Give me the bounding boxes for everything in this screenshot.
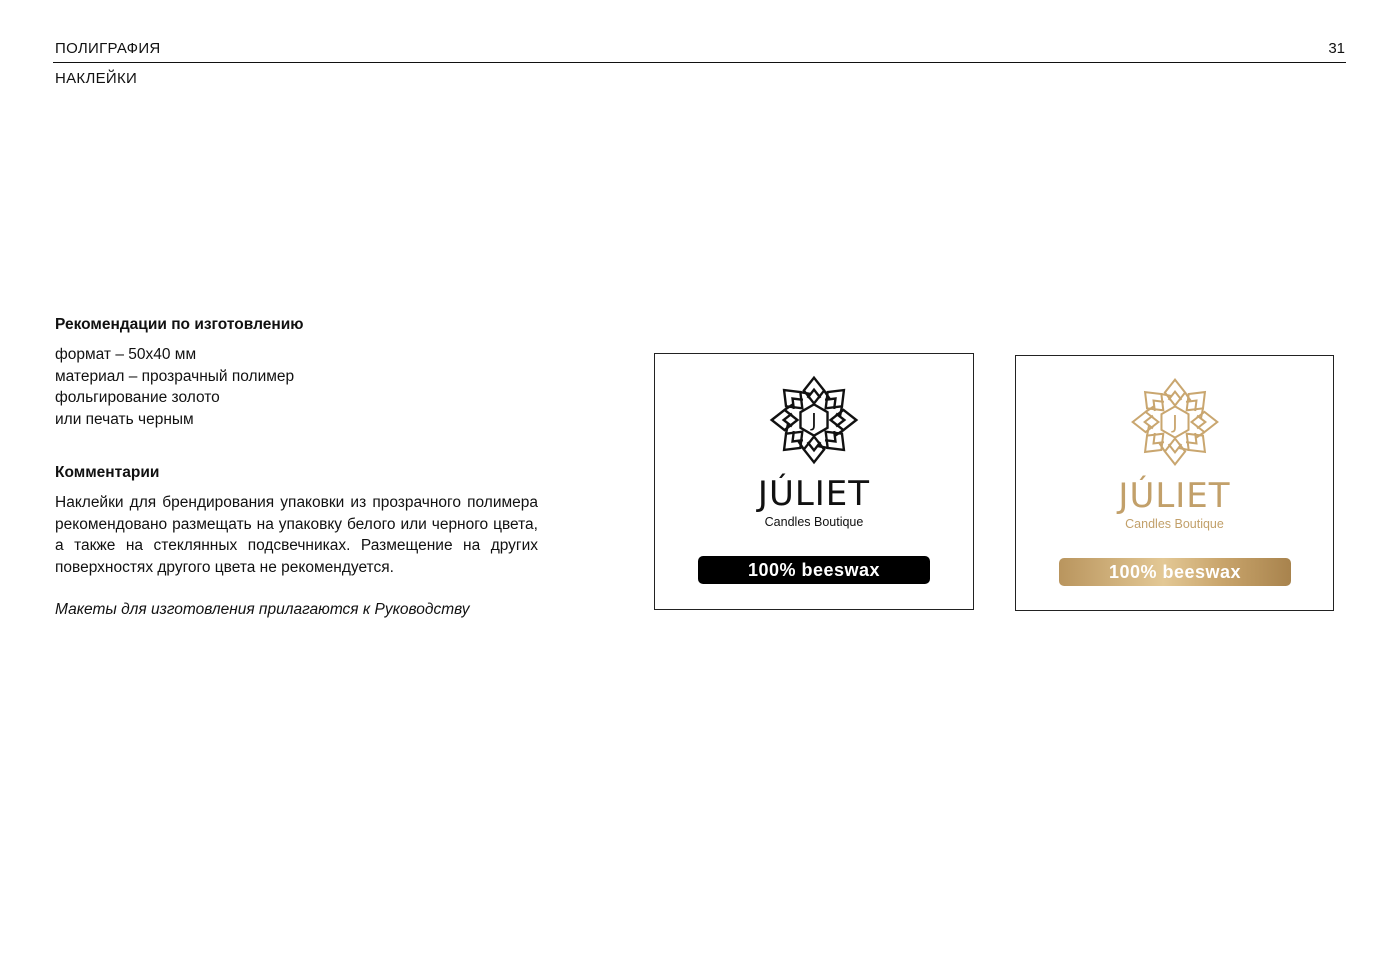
spec-item-print: или печать черным	[55, 410, 194, 428]
logo-monogram: J	[811, 410, 817, 432]
juliet-flower-logo-icon	[1129, 376, 1221, 468]
spec-item-material: материал – прозрачный полимер	[55, 367, 295, 385]
brand-tagline: Candles Boutique	[764, 515, 864, 529]
beeswax-badge: 100% beeswax	[1059, 558, 1291, 586]
sticker-gold	[1015, 355, 1334, 611]
brand-tagline: Candles Boutique	[1125, 517, 1224, 531]
text-column	[55, 315, 538, 621]
comments-heading: Комментарии	[55, 464, 160, 481]
subsection-title: НАКЛЕЙКИ	[55, 70, 138, 87]
spec-item-format: формат – 50х40 мм	[55, 346, 197, 363]
header-divider	[53, 62, 1346, 63]
templates-note: Макеты для изготовления прилагаются к Руководству	[55, 601, 470, 618]
recommendations-heading: Рекомендации по изготовлению	[55, 316, 304, 333]
logo-monogram: J	[1171, 412, 1178, 434]
juliet-flower-logo-icon	[768, 374, 860, 466]
page-number: 31	[1328, 40, 1345, 57]
section-title: ПОЛИГРАФИЯ	[55, 40, 161, 57]
sticker-black	[654, 353, 974, 610]
comments-text: Наклейки для брендирования упаковки из прозрачного полимера рекомендовано размещать на упаковку белого или черного цвета, а также на стеклянных подсвечниках. Размещение на других поверхностях другого цвета не рекомендуется.	[55, 494, 538, 576]
spec-item-foil: фольгирование золото	[55, 389, 220, 406]
brand-name: JÚLIET	[1118, 476, 1231, 516]
beeswax-badge: 100% beeswax	[698, 556, 930, 584]
brand-name: JÚLIET	[757, 474, 871, 514]
recommendations-list	[55, 344, 538, 430]
